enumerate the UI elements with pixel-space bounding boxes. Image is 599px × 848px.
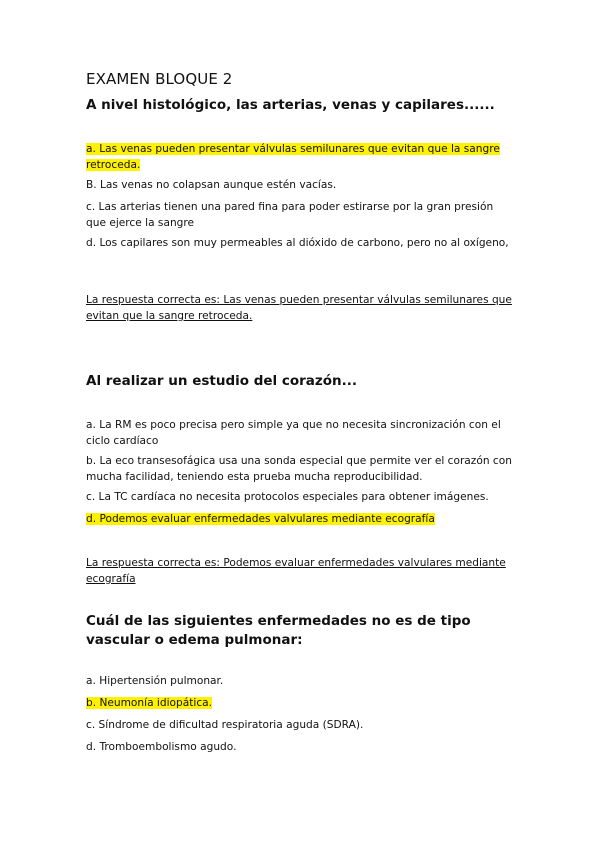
question-2-correct-answer: La respuesta correcta es: Podemos evaluar enfermedades valvulares mediante ecografía (86, 557, 506, 585)
option-text: d. Los capilares son muy permeables al dióxido de carbono, pero no al oxígeno, (86, 237, 509, 249)
question-1-option-b (86, 177, 516, 193)
question-3-option-d (86, 739, 516, 755)
option-text: c. La TC cardíaca no necesita protocolos especiales para obtener imágenes. (86, 491, 489, 503)
question-3-option-b (86, 695, 516, 711)
question-2-option-b (86, 453, 516, 485)
option-text: a. Hipertensión pulmonar. (86, 675, 224, 687)
option-text: a. La RM es poco precisa pero simple ya que no necesita sincronización con el ciclo cardíaco (86, 419, 501, 447)
exam-title: EXAMEN BLOQUE 2 (86, 70, 233, 88)
option-text: a. Las venas pueden presentar válvulas semilunares que evitan que la sangre retroceda. (86, 143, 500, 171)
question-1-option-c (86, 199, 516, 231)
option-text: c. Síndrome de dificultad respiratoria aguda (SDRA). (86, 719, 364, 731)
question-1-prompt: A nivel histológico, las arterias, venas y capilares...... (86, 97, 495, 113)
question-1-correct-answer: La respuesta correcta es: Las venas pueden presentar válvulas semilunares que evitan que la sangre retroceda. (86, 294, 512, 322)
option-text: B. Las venas no colapsan aunque estén vacías. (86, 179, 337, 191)
option-text: c. Las arterias tienen una pared fina para poder estirarse por la gran presión que ejerce la sangre (86, 201, 494, 229)
question-3-option-a (86, 673, 516, 689)
question-1-option-a (86, 141, 516, 173)
question-1-option-d (86, 235, 516, 251)
question-3-prompt: Cuál de las siguientes enfermedades no es de tipo vascular o edema pulmonar: (86, 613, 471, 648)
question-2-option-d (86, 511, 516, 527)
question-2-prompt: Al realizar un estudio del corazón... (86, 373, 358, 389)
option-text: d. Tromboembolismo agudo. (86, 741, 237, 753)
option-text: b. La eco transesofágica usa una sonda especial que permite ver el corazón con mucha facilidad, teniendo esta prueba mucha reproducibilidad. (86, 455, 512, 483)
option-text: b. Neumonía idiopática. (86, 697, 213, 709)
question-2-option-a (86, 417, 516, 449)
option-text: d. Podemos evaluar enfermedades valvulares mediante ecografía (86, 513, 435, 525)
question-3-option-c (86, 717, 516, 733)
question-2-option-c (86, 489, 516, 505)
